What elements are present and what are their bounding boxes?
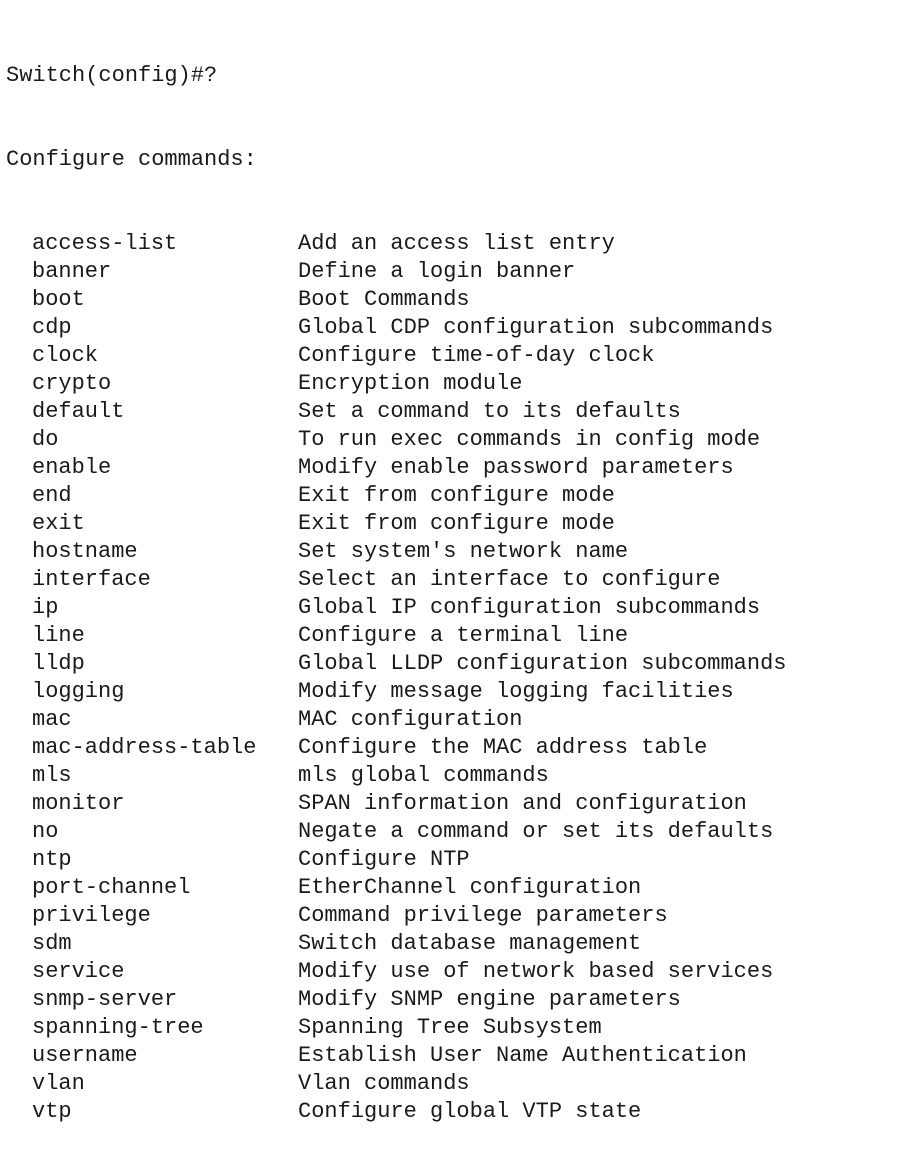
command-name: no xyxy=(32,819,59,844)
command-row xyxy=(6,566,918,594)
command-name: exit xyxy=(32,511,85,536)
command-name: default xyxy=(32,399,125,424)
command-description: Configure NTP xyxy=(298,847,470,872)
command-name: logging xyxy=(32,679,125,704)
command-description: Modify enable password parameters xyxy=(298,455,734,480)
command-name: snmp-server xyxy=(32,987,178,1012)
command-name: vlan xyxy=(32,1071,85,1096)
command-row xyxy=(6,650,918,678)
command-row xyxy=(6,286,918,314)
command-description: Encryption module xyxy=(298,371,523,396)
command-row xyxy=(6,874,918,902)
command-name: clock xyxy=(32,343,99,368)
command-row xyxy=(6,930,918,958)
command-row xyxy=(6,230,918,258)
command-description: Global IP configuration subcommands xyxy=(298,595,761,620)
command-row xyxy=(6,622,918,650)
command-description: Set a command to its defaults xyxy=(298,399,681,424)
command-name: access-list xyxy=(32,231,178,256)
command-description: Set system's network name xyxy=(298,539,629,564)
command-description: Negate a command or set its defaults xyxy=(298,819,774,844)
command-list xyxy=(6,230,918,1126)
command-row xyxy=(6,258,918,286)
command-name: mls xyxy=(32,763,72,788)
terminal-output xyxy=(6,6,918,1154)
command-row xyxy=(6,818,918,846)
command-description: Select an interface to configure xyxy=(298,567,721,592)
command-row xyxy=(6,1042,918,1070)
command-name: username xyxy=(32,1043,138,1068)
command-row xyxy=(6,426,918,454)
command-row xyxy=(6,678,918,706)
command-name: do xyxy=(32,427,59,452)
command-description: To run exec commands in config mode xyxy=(298,427,761,452)
command-row xyxy=(6,734,918,762)
command-description: MAC configuration xyxy=(298,707,523,732)
command-name: interface xyxy=(32,567,151,592)
command-name: service xyxy=(32,959,125,984)
command-name: lldp xyxy=(32,651,85,676)
command-row xyxy=(6,986,918,1014)
command-name: crypto xyxy=(32,371,112,396)
command-name: vtp xyxy=(32,1099,72,1124)
command-description: Modify SNMP engine parameters xyxy=(298,987,681,1012)
command-description: Modify use of network based services xyxy=(298,959,774,984)
command-row xyxy=(6,454,918,482)
command-row xyxy=(6,342,918,370)
cli-prompt: Switch(config)#? xyxy=(6,63,218,88)
command-name: ntp xyxy=(32,847,72,872)
command-description: mls global commands xyxy=(298,763,549,788)
command-row xyxy=(6,706,918,734)
command-description: Modify message logging facilities xyxy=(298,679,734,704)
command-name: enable xyxy=(32,455,112,480)
command-description: EtherChannel configuration xyxy=(298,875,642,900)
command-name: port-channel xyxy=(32,875,191,900)
command-row xyxy=(6,594,918,622)
command-row xyxy=(6,958,918,986)
command-row xyxy=(6,902,918,930)
command-row xyxy=(6,1014,918,1042)
command-name: hostname xyxy=(32,539,138,564)
command-name: line xyxy=(32,623,85,648)
command-description: Global CDP configuration subcommands xyxy=(298,315,774,340)
command-description: Establish User Name Authentication xyxy=(298,1043,747,1068)
command-name: sdm xyxy=(32,931,72,956)
command-name: boot xyxy=(32,287,85,312)
command-description: Switch database management xyxy=(298,931,642,956)
command-description: Vlan commands xyxy=(298,1071,470,1096)
command-row xyxy=(6,482,918,510)
command-description: Spanning Tree Subsystem xyxy=(298,1015,602,1040)
command-row xyxy=(6,398,918,426)
command-description: Configure a terminal line xyxy=(298,623,629,648)
command-row xyxy=(6,790,918,818)
command-name: spanning-tree xyxy=(32,1015,204,1040)
command-description: Exit from configure mode xyxy=(298,511,615,536)
command-name: ip xyxy=(32,595,59,620)
help-heading: Configure commands: xyxy=(6,147,257,172)
command-description: Global LLDP configuration subcommands xyxy=(298,651,787,676)
command-name: end xyxy=(32,483,72,508)
command-name: cdp xyxy=(32,315,72,340)
command-description: Command privilege parameters xyxy=(298,903,668,928)
command-description: Exit from configure mode xyxy=(298,483,615,508)
command-row xyxy=(6,370,918,398)
command-name: mac-address-table xyxy=(32,735,257,760)
command-name: mac xyxy=(32,707,72,732)
command-description: SPAN information and configuration xyxy=(298,791,747,816)
command-name: monitor xyxy=(32,791,125,816)
command-description: Configure global VTP state xyxy=(298,1099,642,1124)
command-row xyxy=(6,846,918,874)
command-row xyxy=(6,1098,918,1126)
command-row xyxy=(6,762,918,790)
command-description: Configure the MAC address table xyxy=(298,735,708,760)
command-row xyxy=(6,510,918,538)
command-name: privilege xyxy=(32,903,151,928)
command-row xyxy=(6,314,918,342)
command-row xyxy=(6,538,918,566)
command-description: Add an access list entry xyxy=(298,231,615,256)
command-description: Configure time-of-day clock xyxy=(298,343,655,368)
command-description: Define a login banner xyxy=(298,259,576,284)
command-row xyxy=(6,1070,918,1098)
command-description: Boot Commands xyxy=(298,287,470,312)
command-name: banner xyxy=(32,259,112,284)
